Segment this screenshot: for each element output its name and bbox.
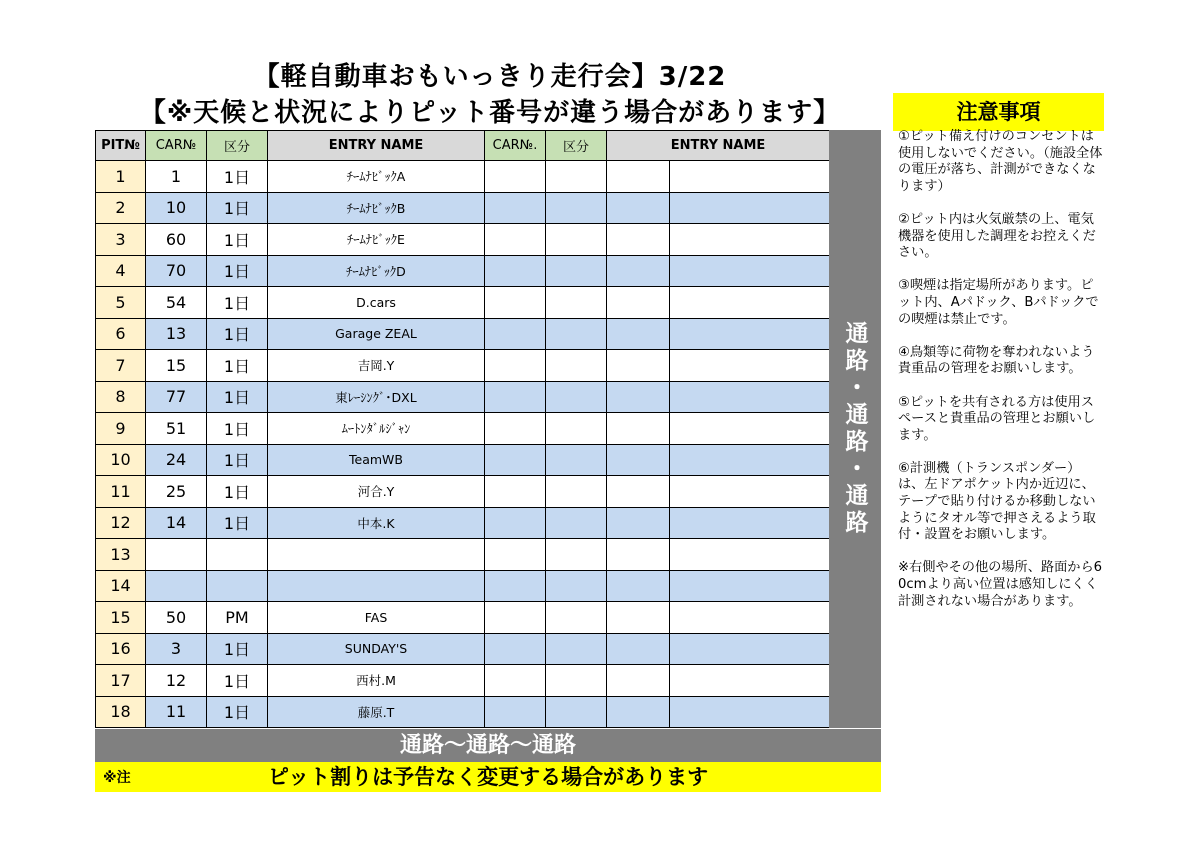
entry-name-cell: ﾁｰﾑﾅﾋﾞｯｸE (268, 224, 485, 256)
pit-table-body (96, 161, 830, 728)
car-number-2-cell (485, 318, 546, 350)
table-row (96, 539, 830, 571)
kubun-cell: 1日 (207, 381, 268, 413)
col-header-pit: PIT№ (96, 131, 146, 161)
kubun-2-cell (546, 665, 607, 697)
entry-name-2-extra-cell (670, 350, 830, 382)
entry-name-2-cell (607, 413, 670, 445)
car-number-2-cell (485, 161, 546, 193)
kubun-cell: 1日 (207, 665, 268, 697)
entry-name-cell: ﾁｰﾑﾅﾋﾞｯｸD (268, 255, 485, 287)
note-item: ④鳥類等に荷物を奪われないよう貴重品の管理をお願いします。 (898, 344, 1095, 377)
kubun-2-cell (546, 413, 607, 445)
pit-number-cell: 4 (96, 255, 146, 287)
car-number-cell: 10 (146, 192, 207, 224)
notice-bar (95, 762, 881, 792)
entry-name-2-cell (607, 665, 670, 697)
kubun-cell: 1日 (207, 350, 268, 382)
note-item: ③喫煙は指定場所があります。ピット内、Aパドック、Bパドックでの喫煙は禁止です。 (898, 278, 1099, 327)
pit-number-cell: 6 (96, 318, 146, 350)
entry-name-2-cell (607, 224, 670, 256)
entry-name-2-extra-cell (670, 413, 830, 445)
entry-name-2-cell (607, 633, 670, 665)
entry-name-cell: 藤原.T (268, 696, 485, 728)
kubun-cell: 1日 (207, 507, 268, 539)
entry-name-2-extra-cell (670, 287, 830, 319)
entry-name-cell: FAS (268, 602, 485, 634)
kubun-2-cell (546, 570, 607, 602)
entry-name-2-cell (607, 255, 670, 287)
table-row (96, 444, 830, 476)
kubun-2-cell (546, 507, 607, 539)
kubun-cell: 1日 (207, 444, 268, 476)
entry-name-2-extra-cell (670, 318, 830, 350)
notice-text: ピット割りは予告なく変更する場合があります (267, 765, 709, 789)
pit-number-cell: 13 (96, 539, 146, 571)
car-number-2-cell (485, 350, 546, 382)
kubun-cell: 1日 (207, 224, 268, 256)
table-row (96, 224, 830, 256)
pit-number-cell: 17 (96, 665, 146, 697)
col-header-car: CAR№ (146, 131, 207, 161)
entry-name-cell: SUNDAY'S (268, 633, 485, 665)
entry-name-2-cell (607, 602, 670, 634)
car-number-cell: 25 (146, 476, 207, 508)
table-row (96, 633, 830, 665)
entry-name-2-extra-cell (670, 696, 830, 728)
entry-name-2-cell (607, 476, 670, 508)
notice-prefix: ※注 (103, 770, 131, 786)
car-number-2-cell (485, 665, 546, 697)
kubun-cell: 1日 (207, 161, 268, 193)
notes-list (898, 129, 1103, 627)
pit-number-cell: 16 (96, 633, 146, 665)
note-item: ②ピット内は火気厳禁の上、電気機器を使用した調理をお控えください。 (898, 211, 1096, 261)
kubun-cell: 1日 (207, 633, 268, 665)
car-number-cell: 77 (146, 381, 207, 413)
entry-name-2-extra-cell (670, 192, 830, 224)
entry-name-2-extra-cell (670, 444, 830, 476)
car-number-cell: 14 (146, 507, 207, 539)
table-row (96, 413, 830, 445)
kubun-cell: 1日 (207, 318, 268, 350)
kubun-2-cell (546, 161, 607, 193)
entry-name-2-extra-cell (670, 161, 830, 193)
car-number-2-cell (485, 507, 546, 539)
table-row (96, 287, 830, 319)
entry-name-2-cell (607, 539, 670, 571)
car-number-cell: 1 (146, 161, 207, 193)
table-row (96, 192, 830, 224)
col-header-entry-name: ENTRY NAME (268, 131, 485, 161)
table-row (96, 161, 830, 193)
car-number-cell (146, 570, 207, 602)
aisle-right (829, 130, 881, 728)
kubun-2-cell (546, 318, 607, 350)
kubun-2-cell (546, 444, 607, 476)
entry-name-cell: Garage ZEAL (268, 318, 485, 350)
kubun-cell: 1日 (207, 255, 268, 287)
pit-number-cell: 15 (96, 602, 146, 634)
entry-name-cell (268, 570, 485, 602)
entry-name-2-cell (607, 350, 670, 382)
car-number-cell: 60 (146, 224, 207, 256)
entry-name-2-extra-cell (670, 539, 830, 571)
entry-name-cell: ﾁｰﾑﾅﾋﾞｯｸA (268, 161, 485, 193)
table-row (96, 507, 830, 539)
table-row (96, 381, 830, 413)
entry-name-2-cell (607, 192, 670, 224)
pit-number-cell: 14 (96, 570, 146, 602)
kubun-2-cell (546, 192, 607, 224)
car-number-cell: 15 (146, 350, 207, 382)
car-number-2-cell (485, 602, 546, 634)
kubun-2-cell (546, 539, 607, 571)
entry-name-2-cell (607, 318, 670, 350)
car-number-2-cell (485, 192, 546, 224)
entry-name-2-extra-cell (670, 381, 830, 413)
entry-name-2-extra-cell (670, 633, 830, 665)
car-number-2-cell (485, 224, 546, 256)
table-row (96, 476, 830, 508)
notes-title: 注意事項 (893, 93, 1104, 131)
car-number-cell: 24 (146, 444, 207, 476)
entry-name-2-cell (607, 287, 670, 319)
pit-number-cell: 5 (96, 287, 146, 319)
col-header-entry-name-2: ENTRY NAME (607, 131, 830, 161)
car-number-cell: 51 (146, 413, 207, 445)
table-row (96, 318, 830, 350)
pit-table (95, 130, 830, 728)
kubun-cell: PM (207, 602, 268, 634)
car-number-cell: 70 (146, 255, 207, 287)
entry-name-2-cell (607, 381, 670, 413)
entry-name-cell (268, 539, 485, 571)
car-number-cell (146, 539, 207, 571)
kubun-2-cell (546, 224, 607, 256)
entry-name-cell: 河合.Y (268, 476, 485, 508)
kubun-cell: 1日 (207, 192, 268, 224)
pit-number-cell: 9 (96, 413, 146, 445)
note-item: ①ピット備え付けのコンセントは使用しないでください。（施設全体の電圧が落ち、計測ができなくなります） (898, 129, 1103, 194)
entry-name-2-cell (607, 444, 670, 476)
kubun-2-cell (546, 696, 607, 728)
entry-name-2-cell (607, 696, 670, 728)
entry-name-2-extra-cell (670, 507, 830, 539)
car-number-2-cell (485, 444, 546, 476)
note-item: ⑤ピットを共有される方は使用スペースと貴重品の管理とお願いします。 (898, 394, 1096, 443)
table-row (96, 696, 830, 728)
car-number-2-cell (485, 287, 546, 319)
car-number-2-cell (485, 413, 546, 445)
page-title: 【軽自動車おもいっきり走行会】3/22 (253, 62, 727, 92)
table-row (96, 350, 830, 382)
entry-name-cell: 西村.M (268, 665, 485, 697)
car-number-2-cell (485, 570, 546, 602)
pit-number-cell: 3 (96, 224, 146, 256)
table-row (96, 570, 830, 602)
table-row (96, 665, 830, 697)
pit-number-cell: 11 (96, 476, 146, 508)
kubun-2-cell (546, 381, 607, 413)
entry-name-2-extra-cell (670, 602, 830, 634)
entry-name-cell: ﾁｰﾑﾅﾋﾞｯｸB (268, 192, 485, 224)
entry-name-2-cell (607, 507, 670, 539)
car-number-cell: 13 (146, 318, 207, 350)
pit-number-cell: 7 (96, 350, 146, 382)
car-number-2-cell (485, 539, 546, 571)
kubun-2-cell (546, 255, 607, 287)
col-header-kubun: 区分 (207, 131, 268, 161)
entry-name-cell: ﾑｰﾄﾝﾀﾞﾙｼﾞｬﾝ (268, 413, 485, 445)
entry-name-2-extra-cell (670, 476, 830, 508)
kubun-cell: 1日 (207, 287, 268, 319)
kubun-2-cell (546, 633, 607, 665)
kubun-cell: 1日 (207, 476, 268, 508)
entry-name-2-cell (607, 570, 670, 602)
car-number-cell: 3 (146, 633, 207, 665)
car-number-2-cell (485, 476, 546, 508)
page-subtitle: 【※天候と状況によりピット番号が違う場合があります】 (139, 98, 841, 128)
kubun-2-cell (546, 476, 607, 508)
kubun-2-cell (546, 602, 607, 634)
car-number-cell: 54 (146, 287, 207, 319)
table-row (96, 602, 830, 634)
kubun-cell: 1日 (207, 696, 268, 728)
entry-name-cell: 吉岡.Y (268, 350, 485, 382)
entry-name-cell: TeamWB (268, 444, 485, 476)
car-number-2-cell (485, 633, 546, 665)
col-header-kubun-2: 区分 (546, 131, 607, 161)
entry-name-cell: 東ﾚｰｼﾝｸﾞ･DXL (268, 381, 485, 413)
table-row (96, 255, 830, 287)
pit-number-cell: 8 (96, 381, 146, 413)
entry-name-cell: 中本.K (268, 507, 485, 539)
table-header-row (96, 131, 830, 161)
car-number-2-cell (485, 255, 546, 287)
car-number-2-cell (485, 381, 546, 413)
aisle-right-label: 通路・通路・通路 (841, 321, 868, 537)
pit-number-cell: 12 (96, 507, 146, 539)
col-header-car-2: CAR№. (485, 131, 546, 161)
kubun-2-cell (546, 350, 607, 382)
car-number-cell: 12 (146, 665, 207, 697)
pit-number-cell: 18 (96, 696, 146, 728)
note-item: ※右側やその他の場所、路面から60cmより高い位置は感知しにくく計測されない場合があります。 (898, 560, 1103, 609)
aisle-bottom: 通路〜通路〜通路 (95, 729, 881, 762)
entry-name-2-extra-cell (670, 224, 830, 256)
entry-name-2-extra-cell (670, 665, 830, 697)
car-number-cell: 50 (146, 602, 207, 634)
kubun-cell (207, 539, 268, 571)
pit-number-cell: 10 (96, 444, 146, 476)
kubun-cell: 1日 (207, 413, 268, 445)
entry-name-2-extra-cell (670, 570, 830, 602)
entry-name-2-extra-cell (670, 255, 830, 287)
car-number-2-cell (485, 696, 546, 728)
pit-number-cell: 1 (96, 161, 146, 193)
entry-name-2-cell (607, 161, 670, 193)
kubun-2-cell (546, 287, 607, 319)
kubun-cell (207, 570, 268, 602)
pit-number-cell: 2 (96, 192, 146, 224)
car-number-cell: 11 (146, 696, 207, 728)
entry-name-cell: D.cars (268, 287, 485, 319)
note-item: ⑥計測機（トランスポンダー）は、左ドアポケット内か近辺に、テープで貼り付けるか移動しないようにタオル等で押さえるよう取付・設置をお願いします。 (898, 460, 1096, 543)
